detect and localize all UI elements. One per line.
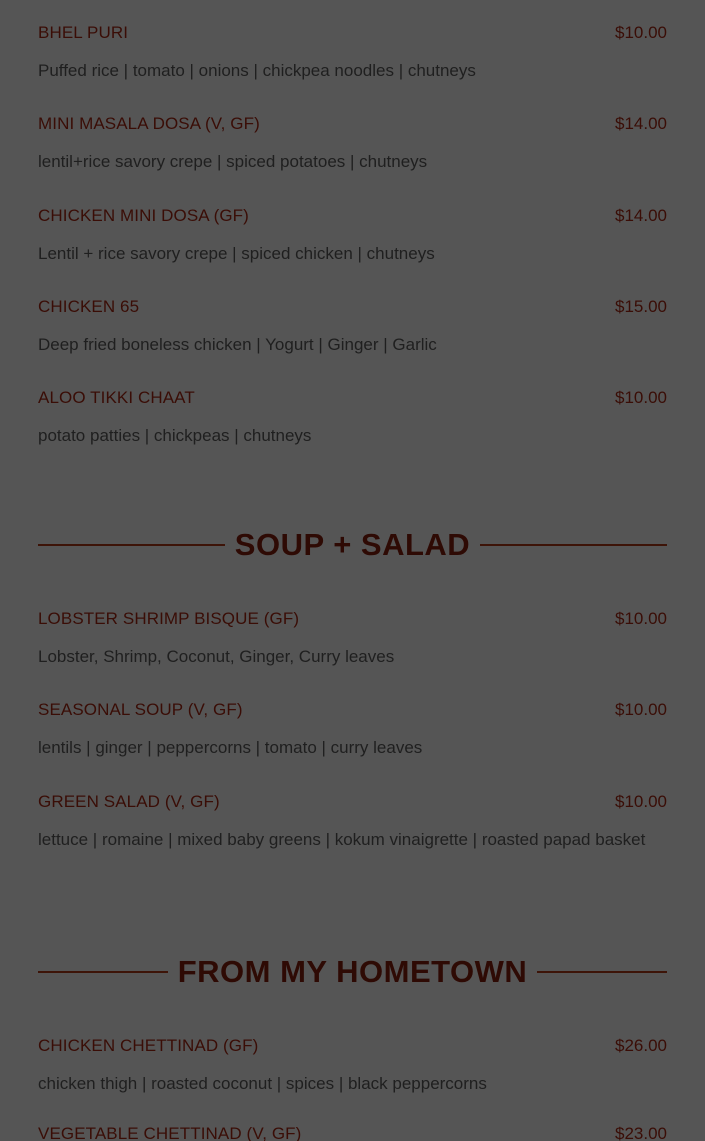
item-name: CHICKEN MINI DOSA (GF): [38, 206, 249, 225]
item-price: $14.00: [615, 114, 667, 133]
menu-item: [38, 297, 667, 356]
menu-item: [38, 388, 667, 447]
item-description: Puffed rice | tomato | onions | chickpea noodles | chutneys: [38, 61, 476, 80]
item-name: CHICKEN CHETTINAD (GF): [38, 1036, 259, 1055]
item-price: $23.00: [615, 1124, 667, 1141]
item-name: BHEL PURI: [38, 23, 129, 42]
item-description: lettuce | romaine | mixed baby greens | kokum vinaigrette | roasted papad basket: [38, 830, 646, 849]
item-name: VEGETABLE CHETTINAD (V, GF): [38, 1124, 302, 1141]
menu-item: [38, 700, 667, 759]
item-name: LOBSTER SHRIMP BISQUE (GF): [38, 609, 300, 628]
section-title: FROM MY HOMETOWN: [177, 954, 528, 989]
menu-item: [38, 1124, 667, 1141]
section-divider-left: [38, 971, 168, 973]
menu-item: [38, 114, 667, 173]
item-name: GREEN SALAD (V, GF): [38, 792, 220, 811]
menu-item: [38, 609, 667, 668]
item-description: Lentil + rice savory crepe | spiced chicken | chutneys: [38, 244, 435, 263]
item-description: Lobster, Shrimp, Coconut, Ginger, Curry leaves: [38, 647, 395, 666]
section-header-soup-salad: [38, 523, 667, 567]
menu-item: [38, 1036, 667, 1095]
item-name: CHICKEN 65: [38, 297, 140, 316]
section-title: SOUP + SALAD: [234, 527, 471, 562]
item-price: $10.00: [615, 792, 667, 811]
item-price: $10.00: [615, 700, 667, 719]
menu-item: [38, 23, 667, 82]
item-price: $10.00: [615, 23, 667, 42]
menu-item: [38, 206, 667, 265]
section-divider-right: [537, 971, 667, 973]
item-description: chicken thigh | roasted coconut | spices | black peppercorns: [38, 1074, 487, 1093]
item-price: $26.00: [615, 1036, 667, 1055]
item-description: lentil+rice savory crepe | spiced potatoes | chutneys: [38, 152, 428, 171]
item-price: $10.00: [615, 388, 667, 407]
section-divider-right: [480, 544, 667, 546]
item-name: SEASONAL SOUP (V, GF): [38, 700, 243, 719]
section-divider-left: [38, 544, 225, 546]
item-description: potato patties | chickpeas | chutneys: [38, 426, 312, 445]
menu-item: [38, 792, 667, 851]
section-header-from-my-hometown: [38, 950, 667, 994]
item-price: $15.00: [615, 297, 667, 316]
item-description: lentils | ginger | peppercorns | tomato | curry leaves: [38, 738, 423, 757]
item-price: $14.00: [615, 206, 667, 225]
item-name: MINI MASALA DOSA (V, GF): [38, 114, 260, 133]
item-name: ALOO TIKKI CHAAT: [38, 388, 195, 407]
item-price: $10.00: [615, 609, 667, 628]
item-description: Deep fried boneless chicken | Yogurt | Ginger | Garlic: [38, 335, 437, 354]
